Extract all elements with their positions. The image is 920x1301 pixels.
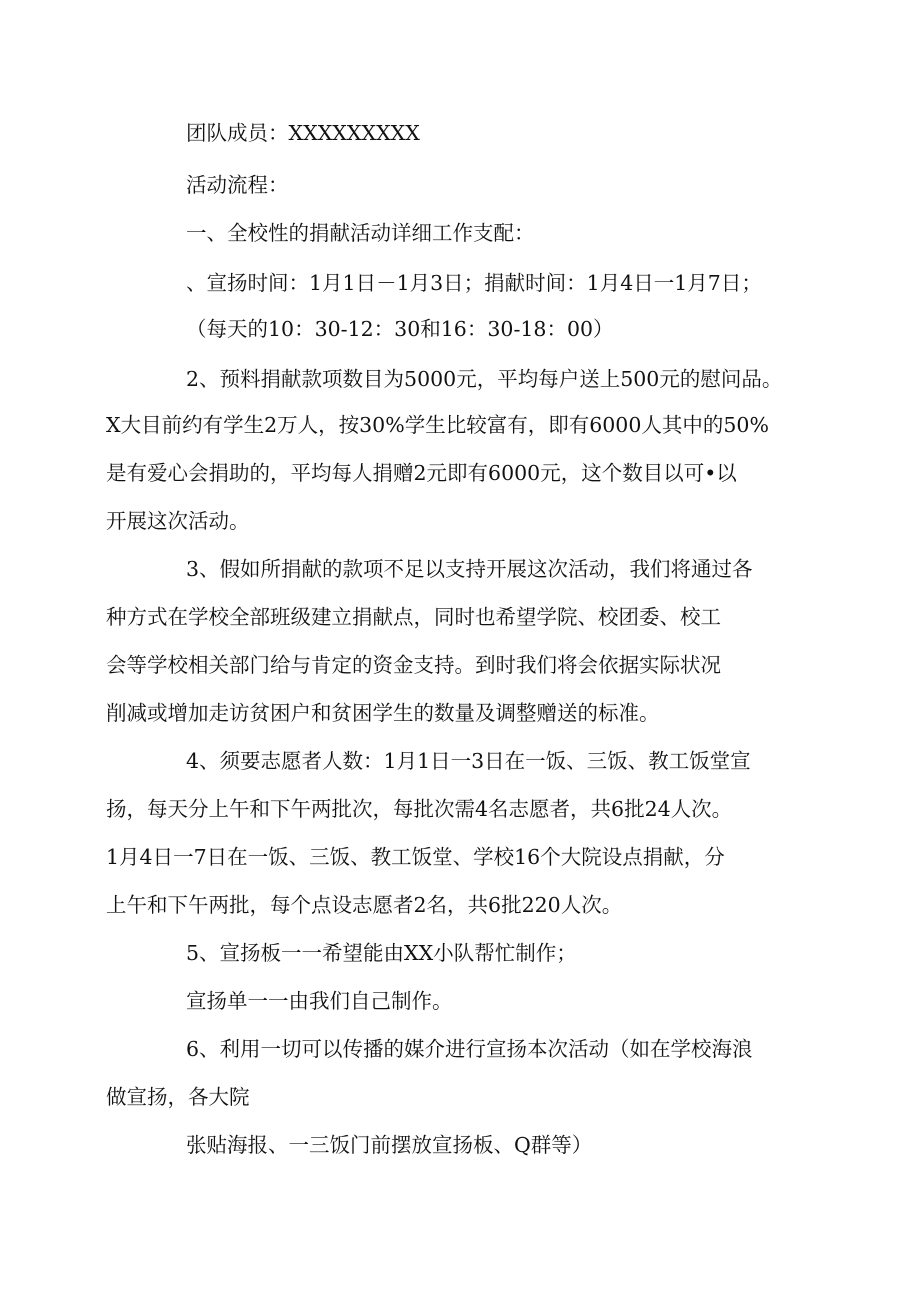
paragraph-3-line-4: 削减或增加走访贫困户和贫困学生的数量及调整赠送的标准。 [106,701,660,725]
paragraph-6-line-3: 张贴海报、一三饭门前摆放宣扬板、Q群等） [186,1133,593,1157]
paragraph-3-line-1: 3、假如所捐献的款项不足以支持开展这次活动，我们将通过各 [186,557,753,581]
daily-hours-line: （每天的10：30-12：30和16：30-18：00） [186,317,614,341]
publicity-board-line: 5、宣扬板一一希望能由XX小队帮忙制作； [186,941,577,965]
paragraph-3-line-3: 会等学校相关部门给与肯定的资金支持。到时我们将会依据实际状况 [106,653,721,677]
publicity-time-line: 、宣扬时间：1月1日－1月3日；捐献时间：1月4日一1月7日； [186,271,762,295]
process-heading: 活动流程： [186,173,289,197]
section-one-heading: 一、全校性的捐献活动详细工作支配： [186,221,535,245]
paragraph-3-line-2: 种方式在学校全部班级建立捐献点，同时也希望学院、校团委、校工 [106,605,721,629]
paragraph-4-line-2: 扬，每天分上午和下午两批次，每批次需4名志愿者，共6批24人次。 [106,797,733,821]
paragraph-4-line-3: 1月4日一7日在一饭、三饭、教工饭堂、学校16个大院设点捐献，分 [106,845,725,869]
paragraph-4-line-4: 上午和下午两批，每个点设志愿者2名，共6批220人次。 [106,893,623,917]
team-members-line: 团队成员：XXXXXXXXX [186,121,420,145]
paragraph-2-line-3: 是有爱心会捐助的，平均每人捐赠2元即有6000元，这个数目以可•以 [106,461,737,485]
paragraph-2-line-2: X大目前约有学生2万人，按30%学生比较富有，即有6000人其中的50% [106,413,769,437]
publicity-flyer-line: 宣扬单一一由我们自己制作。 [186,989,453,1013]
paragraph-2-line-1: 2、预料捐献款项数目为5000元，平均每户送上500元的慰问品。 [186,367,783,391]
paragraph-6-line-2: 做宣扬，各大院 [106,1085,250,1109]
paragraph-2-line-4: 开展这次活动。 [106,509,250,533]
paragraph-4-line-1: 4、须要志愿者人数：1月1日一3日在一饭、三饭、教工饭堂宣 [186,749,751,773]
paragraph-6-line-1: 6、利用一切可以传播的媒介进行宣扬本次活动（如在学校海浪 [186,1037,753,1061]
